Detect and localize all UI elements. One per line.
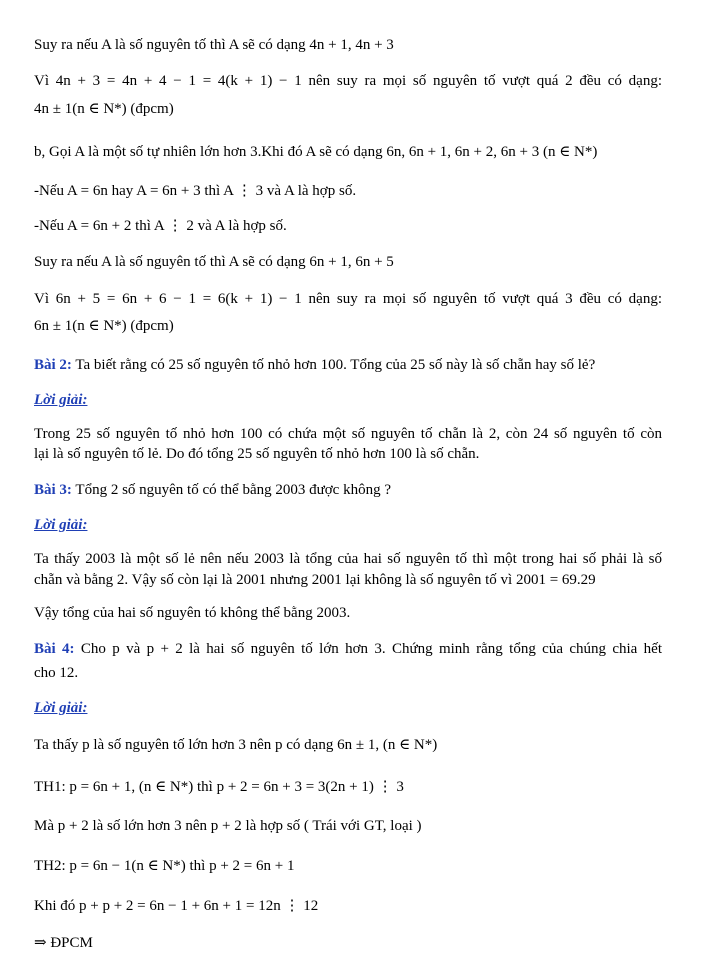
text-line: Mà p + 2 là số lớn hơn 3 nên p + 2 là hợp số ( Trái với GT, loại ) [34, 818, 422, 834]
text-line: ⇒ ĐPCM [34, 935, 93, 951]
solution-heading: Lời giải: [34, 392, 88, 408]
text-line: Ta thấy 2003 là một số lẻ nên nếu 2003 là tổng của hai số nguyên tố thì một trong hai số phải là số [34, 551, 662, 567]
text-line: TH1: p = 6n + 1, (n ∈ N*) thì p + 2 = 6n + 3 = 3(2n + 1) ⋮ 3 [34, 779, 404, 795]
text-line: -Nếu A = 6n hay A = 6n + 3 thì A ⋮ 3 và A là hợp số. [34, 183, 357, 199]
solution-heading: Lời giải: [34, 700, 88, 716]
text-line: Suy ra nếu A là số nguyên tố thì A sẽ có dạng 6n + 1, 6n + 5 [34, 254, 394, 270]
text-line: Vì 4n + 3 = 4n + 4 − 1 = 4(k + 1) − 1 nên suy ra mọi số nguyên tố vượt quá 2 đều có dạng: [34, 73, 662, 89]
exercise-4-question: Bài 4: Cho p và p + 2 là hai số nguyên tố lớn hơn 3. Chứng minh rằng tổng của chúng chia hết [34, 641, 663, 657]
text-line: b, Gọi A là một số tự nhiên lớn hơn 3.Khi đó A sẽ có dạng 6n, 6n + 1, 6n + 2, 6n + 3 (n ∈ N*) [34, 144, 598, 160]
text-line: Ta thấy p là số nguyên tố lớn hơn 3 nên p có dạng 6n ± 1, (n ∈ N*) [34, 737, 438, 753]
text-line: -Nếu A = 6n + 2 thì A ⋮ 2 và A là hợp số. [34, 218, 287, 234]
solution-heading: Lời giải: [34, 517, 88, 533]
text-line: Vậy tổng của hai số nguyên tó không thể bằng 2003. [34, 605, 351, 621]
exercise-2-question: Bài 2: Ta biết rằng có 25 số nguyên tố nhỏ hơn 100. Tổng của 25 số này là số chẵn hay số lẻ? [34, 357, 596, 373]
text-line: lại là số nguyên tố lẻ. Do đó tổng 25 số nguyên tố nhỏ hơn 100 là số chẵn. [34, 446, 480, 462]
text-line: TH2: p = 6n − 1(n ∈ N*) thì p + 2 = 6n + 1 [34, 858, 295, 874]
exercise-label: Bài 3: [34, 482, 72, 498]
exercise-label: Bài 2: [34, 357, 72, 373]
text-line: 4n ± 1(n ∈ N*) (đpcm) [34, 101, 174, 117]
text-line: 6n ± 1(n ∈ N*) (đpcm) [34, 318, 174, 334]
text-line: Suy ra nếu A là số nguyên tố thì A sẽ có dạng 4n + 1, 4n + 3 [34, 37, 394, 53]
text-line: Vì 6n + 5 = 6n + 6 − 1 = 6(k + 1) − 1 nên suy ra mọi số nguyên tố vượt quá 3 đều có dạng: [34, 291, 662, 307]
text-line: chẵn và bằng 2. Vậy số còn lại là 2001 nhưng 2001 lại không là số nguyên tố vì 2001 = 69.29 [34, 572, 596, 588]
text-line: Khi đó p + p + 2 = 6n − 1 + 6n + 1 = 12n ⋮ 12 [34, 898, 319, 914]
exercise-label: Bài 4: [34, 641, 75, 657]
text-line: cho 12. [34, 665, 79, 681]
text-line: Trong 25 số nguyên tố nhỏ hơn 100 có chứa một số nguyên tố chẵn là 2, còn 24 số nguyên tố còn [34, 426, 662, 442]
exercise-3-question: Bài 3: Tổng 2 số nguyên tố có thể bằng 2003 được không ? [34, 482, 391, 498]
